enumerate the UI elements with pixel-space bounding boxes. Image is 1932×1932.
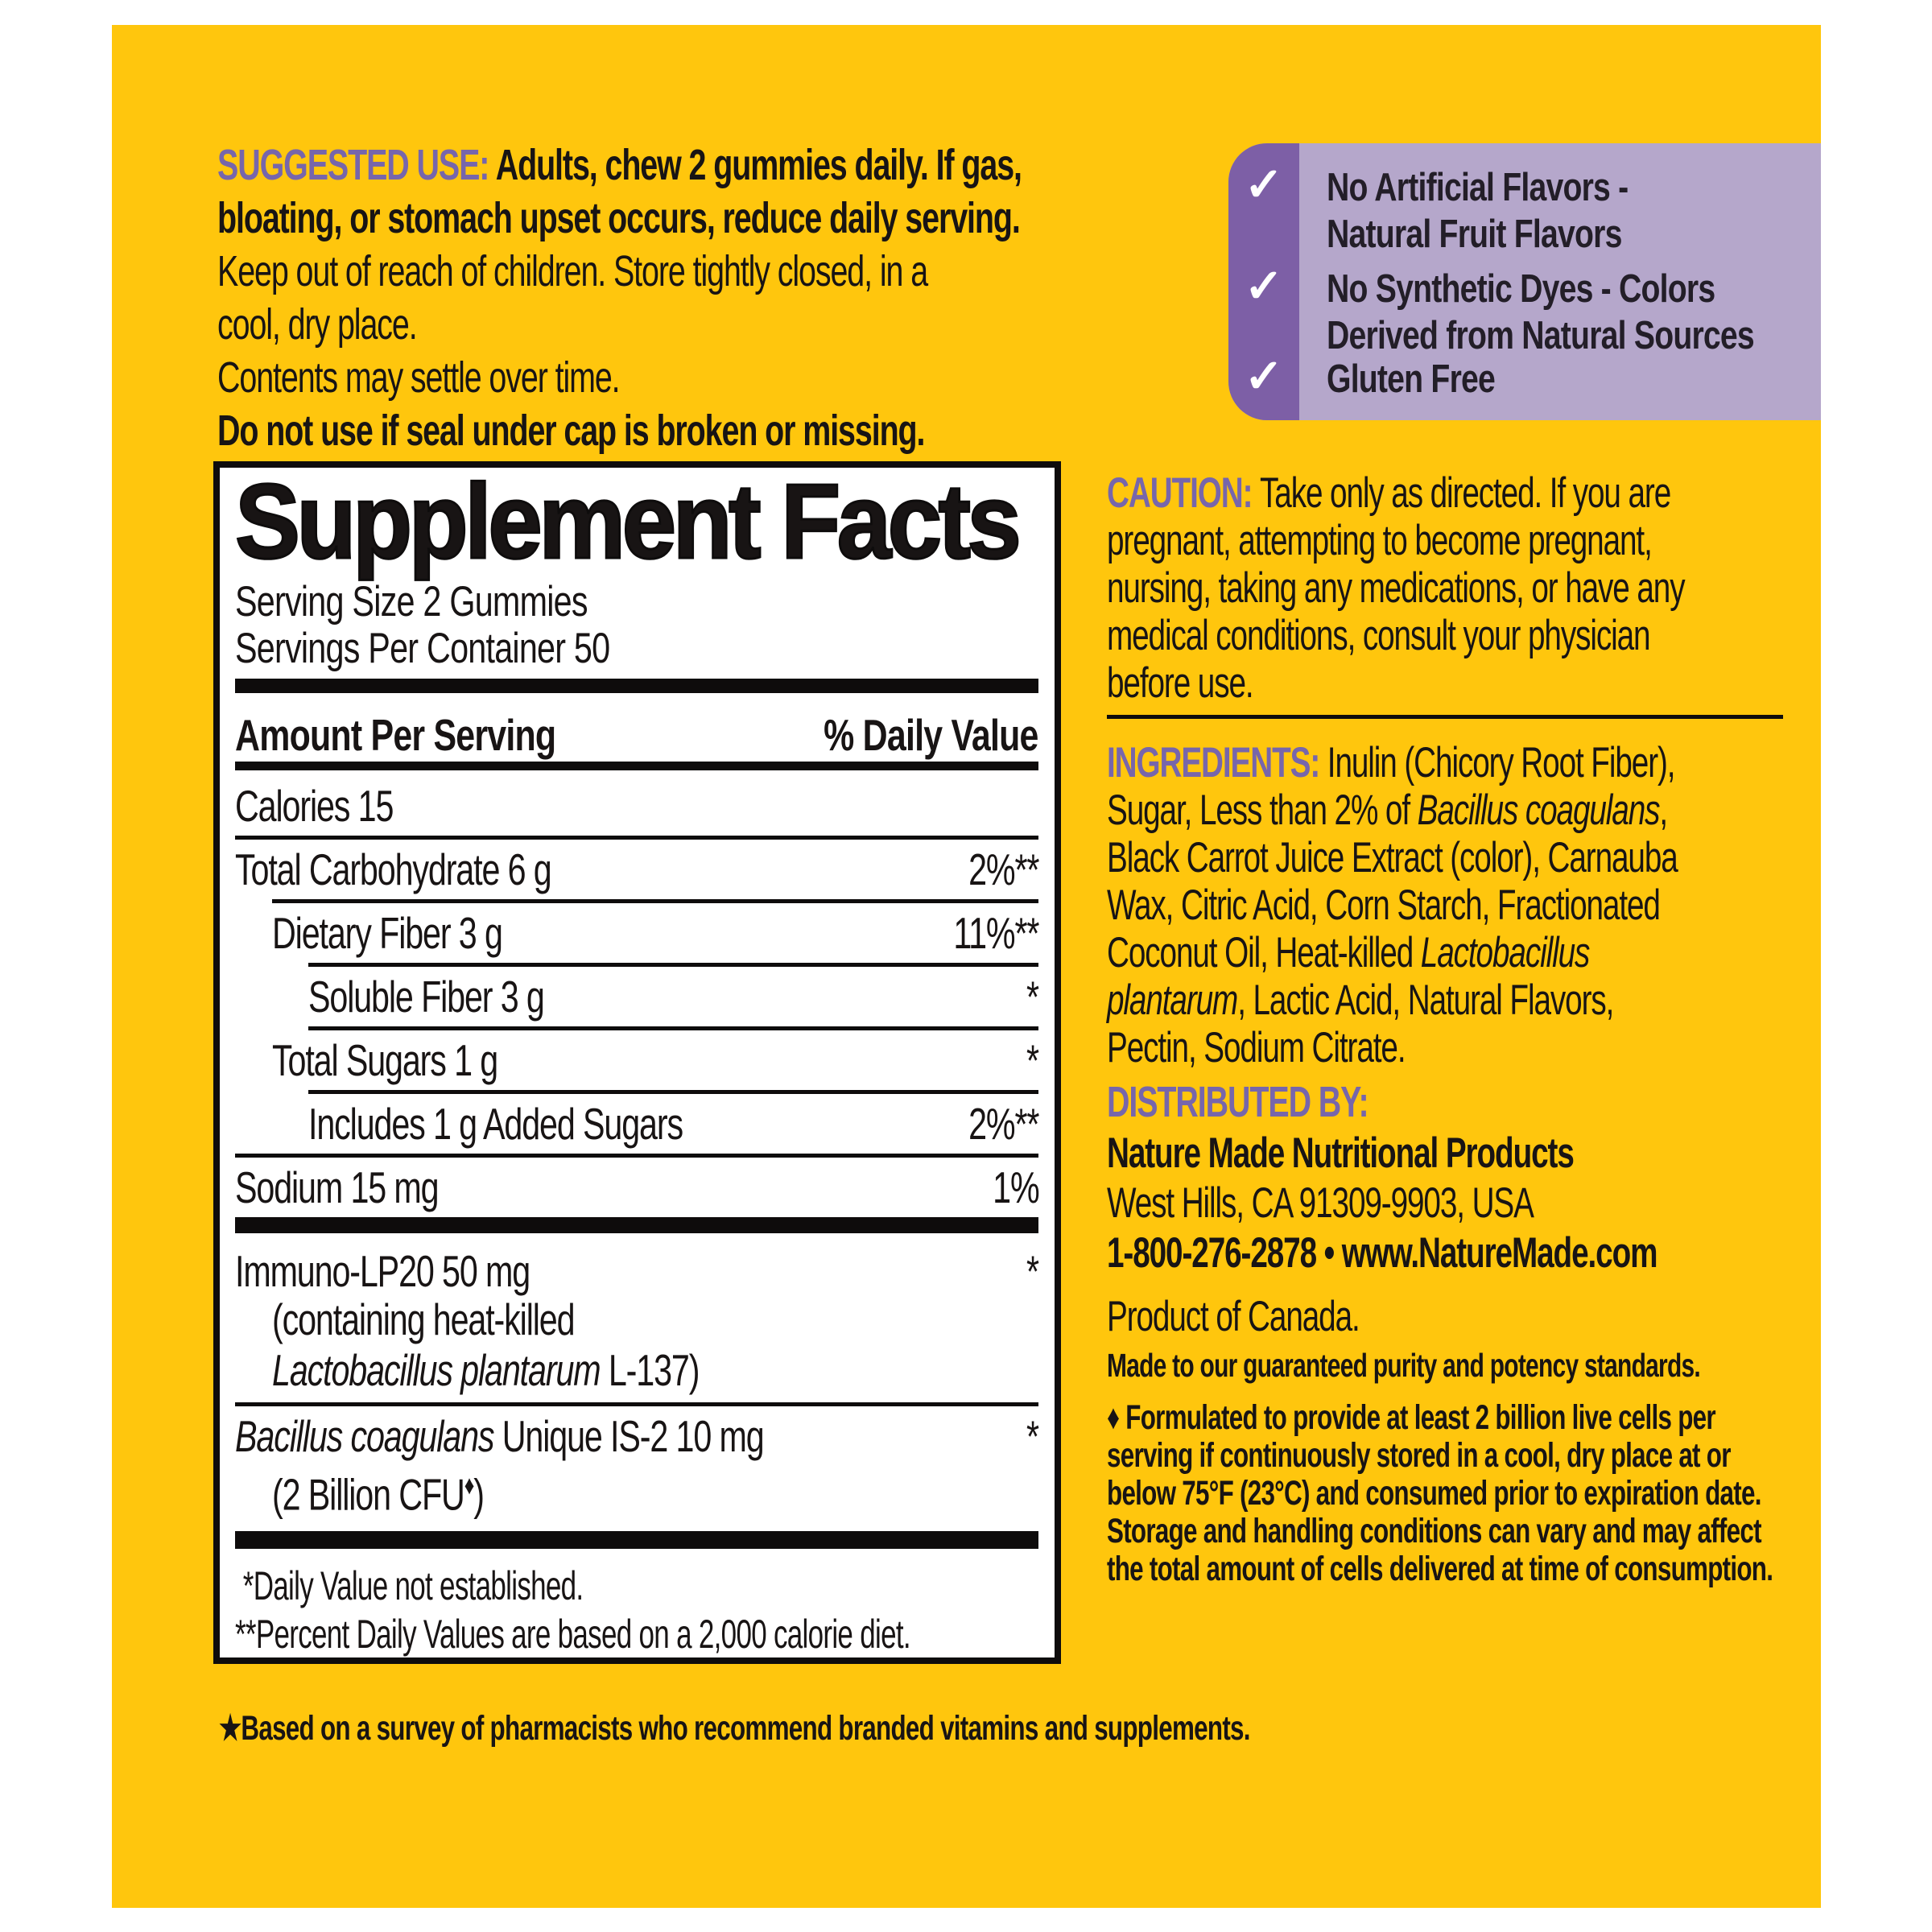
thick-divider-bar (235, 1217, 1038, 1233)
nutrient-row: Bacillus coagulans Unique IS-2 10 mg * (235, 1411, 1038, 1461)
row-divider-rule (235, 1402, 1038, 1406)
benefits-panel (1228, 143, 1821, 420)
formulated-note-text: ♦ Formulated to provide at least 2 billion live cells per serving if continuously stored in a cool, dry place at or below 75°F (23°C) and consumed prior to expiration date. Storage and handling conditions can vary and may affect the total amount of cells delivered at time of consumption. (1107, 1398, 1773, 1588)
ingredients-text: INGREDIENTS: Inulin (Chicory Root Fiber), Sugar, Less than 2% of Bacillus coagulans, Black Carrot Juice Extract (color), Carnauba Wax, Citric Acid, Corn Starch, Fractionated Coconut Oil, Heat-killed Lactobacillus plantarum, Lactic Acid, Natural Flavors, Pectin, Sodium Citrate. (1107, 739, 1678, 1071)
row-divider-rule (235, 836, 1038, 840)
nutrient-rows (235, 782, 1038, 1549)
distributor-contact: 1-800-276-2878 • www.NatureMade.com (1107, 1229, 1657, 1277)
footnote-dv-not-established: *Daily Value not established. (242, 1563, 584, 1609)
row-divider-rule (272, 899, 1038, 903)
distributor-address: West Hills, CA 91309-9903, USA (1107, 1179, 1534, 1227)
daily-value: 2%** (968, 844, 1038, 894)
nutrient-row: Total Sugars 1 g * (272, 1035, 1038, 1085)
distributed-by-heading: DISTRIBUTED BY: (1107, 1078, 1368, 1126)
nutrient-row: Soluble Fiber 3 g * (308, 972, 1038, 1022)
caution-text: CAUTION: Take only as directed. If you are pregnant, attempting to become pregnant, nursing, taking any medications, or have any medical conditions, consult your physician before use. (1107, 469, 1685, 707)
column-headers (235, 712, 1038, 758)
check-icon: ✓ (1244, 159, 1284, 211)
nutrient-row-continued: (containing heat-killed (272, 1294, 575, 1344)
nutrient-row: Calories 15 (235, 781, 394, 831)
daily-value: * (1026, 1411, 1038, 1461)
row-divider-rule (308, 1090, 1038, 1094)
servings-per-container: Servings Per Container 50 (235, 625, 610, 672)
nutrient-row-continued: Lactobacillus plantarum L-137) (272, 1345, 700, 1395)
benefit-no-synthetic-dyes: No Synthetic Dyes - Colors Derived from Natural Sources (1327, 267, 1754, 357)
suggested-use-lines: SUGGESTED USE: Adults, chew 2 gummies daily. If gas, bloating, or stomach upset occurs, reduce daily serving. Keep out of reach of children. Store tightly closed, in a cool, dry place. Contents may settle over time. Do not use if seal under cap is broken or missing. (217, 141, 1022, 455)
nutrient-row: Dietary Fiber 3 g 11%** (272, 908, 1038, 958)
check-icon: ✓ (1244, 350, 1284, 402)
nutrient-row: Total Carbohydrate 6 g 2%** (235, 844, 1038, 894)
supplement-facts-title: Supplement Facts (235, 462, 1018, 580)
nutrient-row: Includes 1 g Added Sugars 2%** (308, 1099, 1038, 1149)
row-divider-rule (308, 963, 1038, 967)
footnote-percent-dv: **Percent Daily Values are based on a 2,000 calorie diet. (235, 1612, 910, 1657)
check-icon: ✓ (1244, 260, 1284, 312)
purity-standards-text: Made to our guaranteed purity and potency standards. (1107, 1347, 1701, 1384)
daily-value: 2%** (968, 1099, 1038, 1149)
thick-divider-bar (235, 1531, 1038, 1549)
nutrient-row: Immuno-LP20 50 mg * (235, 1246, 1038, 1296)
pharmacist-survey-footnote: ★Based on a survey of pharmacists who recommend branded vitamins and supplements. (219, 1709, 1250, 1748)
distributed-by-block (1107, 1075, 1932, 1278)
divider-bar (235, 679, 1038, 693)
serving-info (235, 579, 861, 672)
row-divider-rule (308, 1026, 1038, 1030)
benefit-gluten-free: Gluten Free (1327, 357, 1496, 401)
daily-value: 1% (992, 1162, 1038, 1212)
daily-value: 11%** (953, 908, 1038, 958)
distributor-company: Nature Made Nutritional Products (1107, 1129, 1574, 1177)
serving-size: Serving Size 2 Gummies (235, 578, 588, 625)
divider-bar (235, 762, 1038, 770)
nutrient-row-continued: (2 Billion CFU♦) (272, 1469, 484, 1520)
daily-value: * (1026, 1246, 1038, 1296)
nutrient-row: Sodium 15 mg 1% (235, 1162, 1038, 1212)
supplement-facts-panel (213, 461, 1061, 1664)
daily-value: * (1026, 1035, 1038, 1085)
benefit-no-artificial-flavors: No Artificial Flavors - Natural Fruit Flavors (1327, 166, 1629, 256)
amount-per-serving-header: Amount Per Serving (235, 710, 556, 760)
divider-rule (1107, 715, 1783, 719)
daily-value-header: % Daily Value (824, 710, 1038, 760)
daily-value: * (1026, 972, 1038, 1022)
row-divider-rule (235, 1154, 1038, 1158)
product-of-canada: Product of Canada. (1107, 1293, 1360, 1340)
